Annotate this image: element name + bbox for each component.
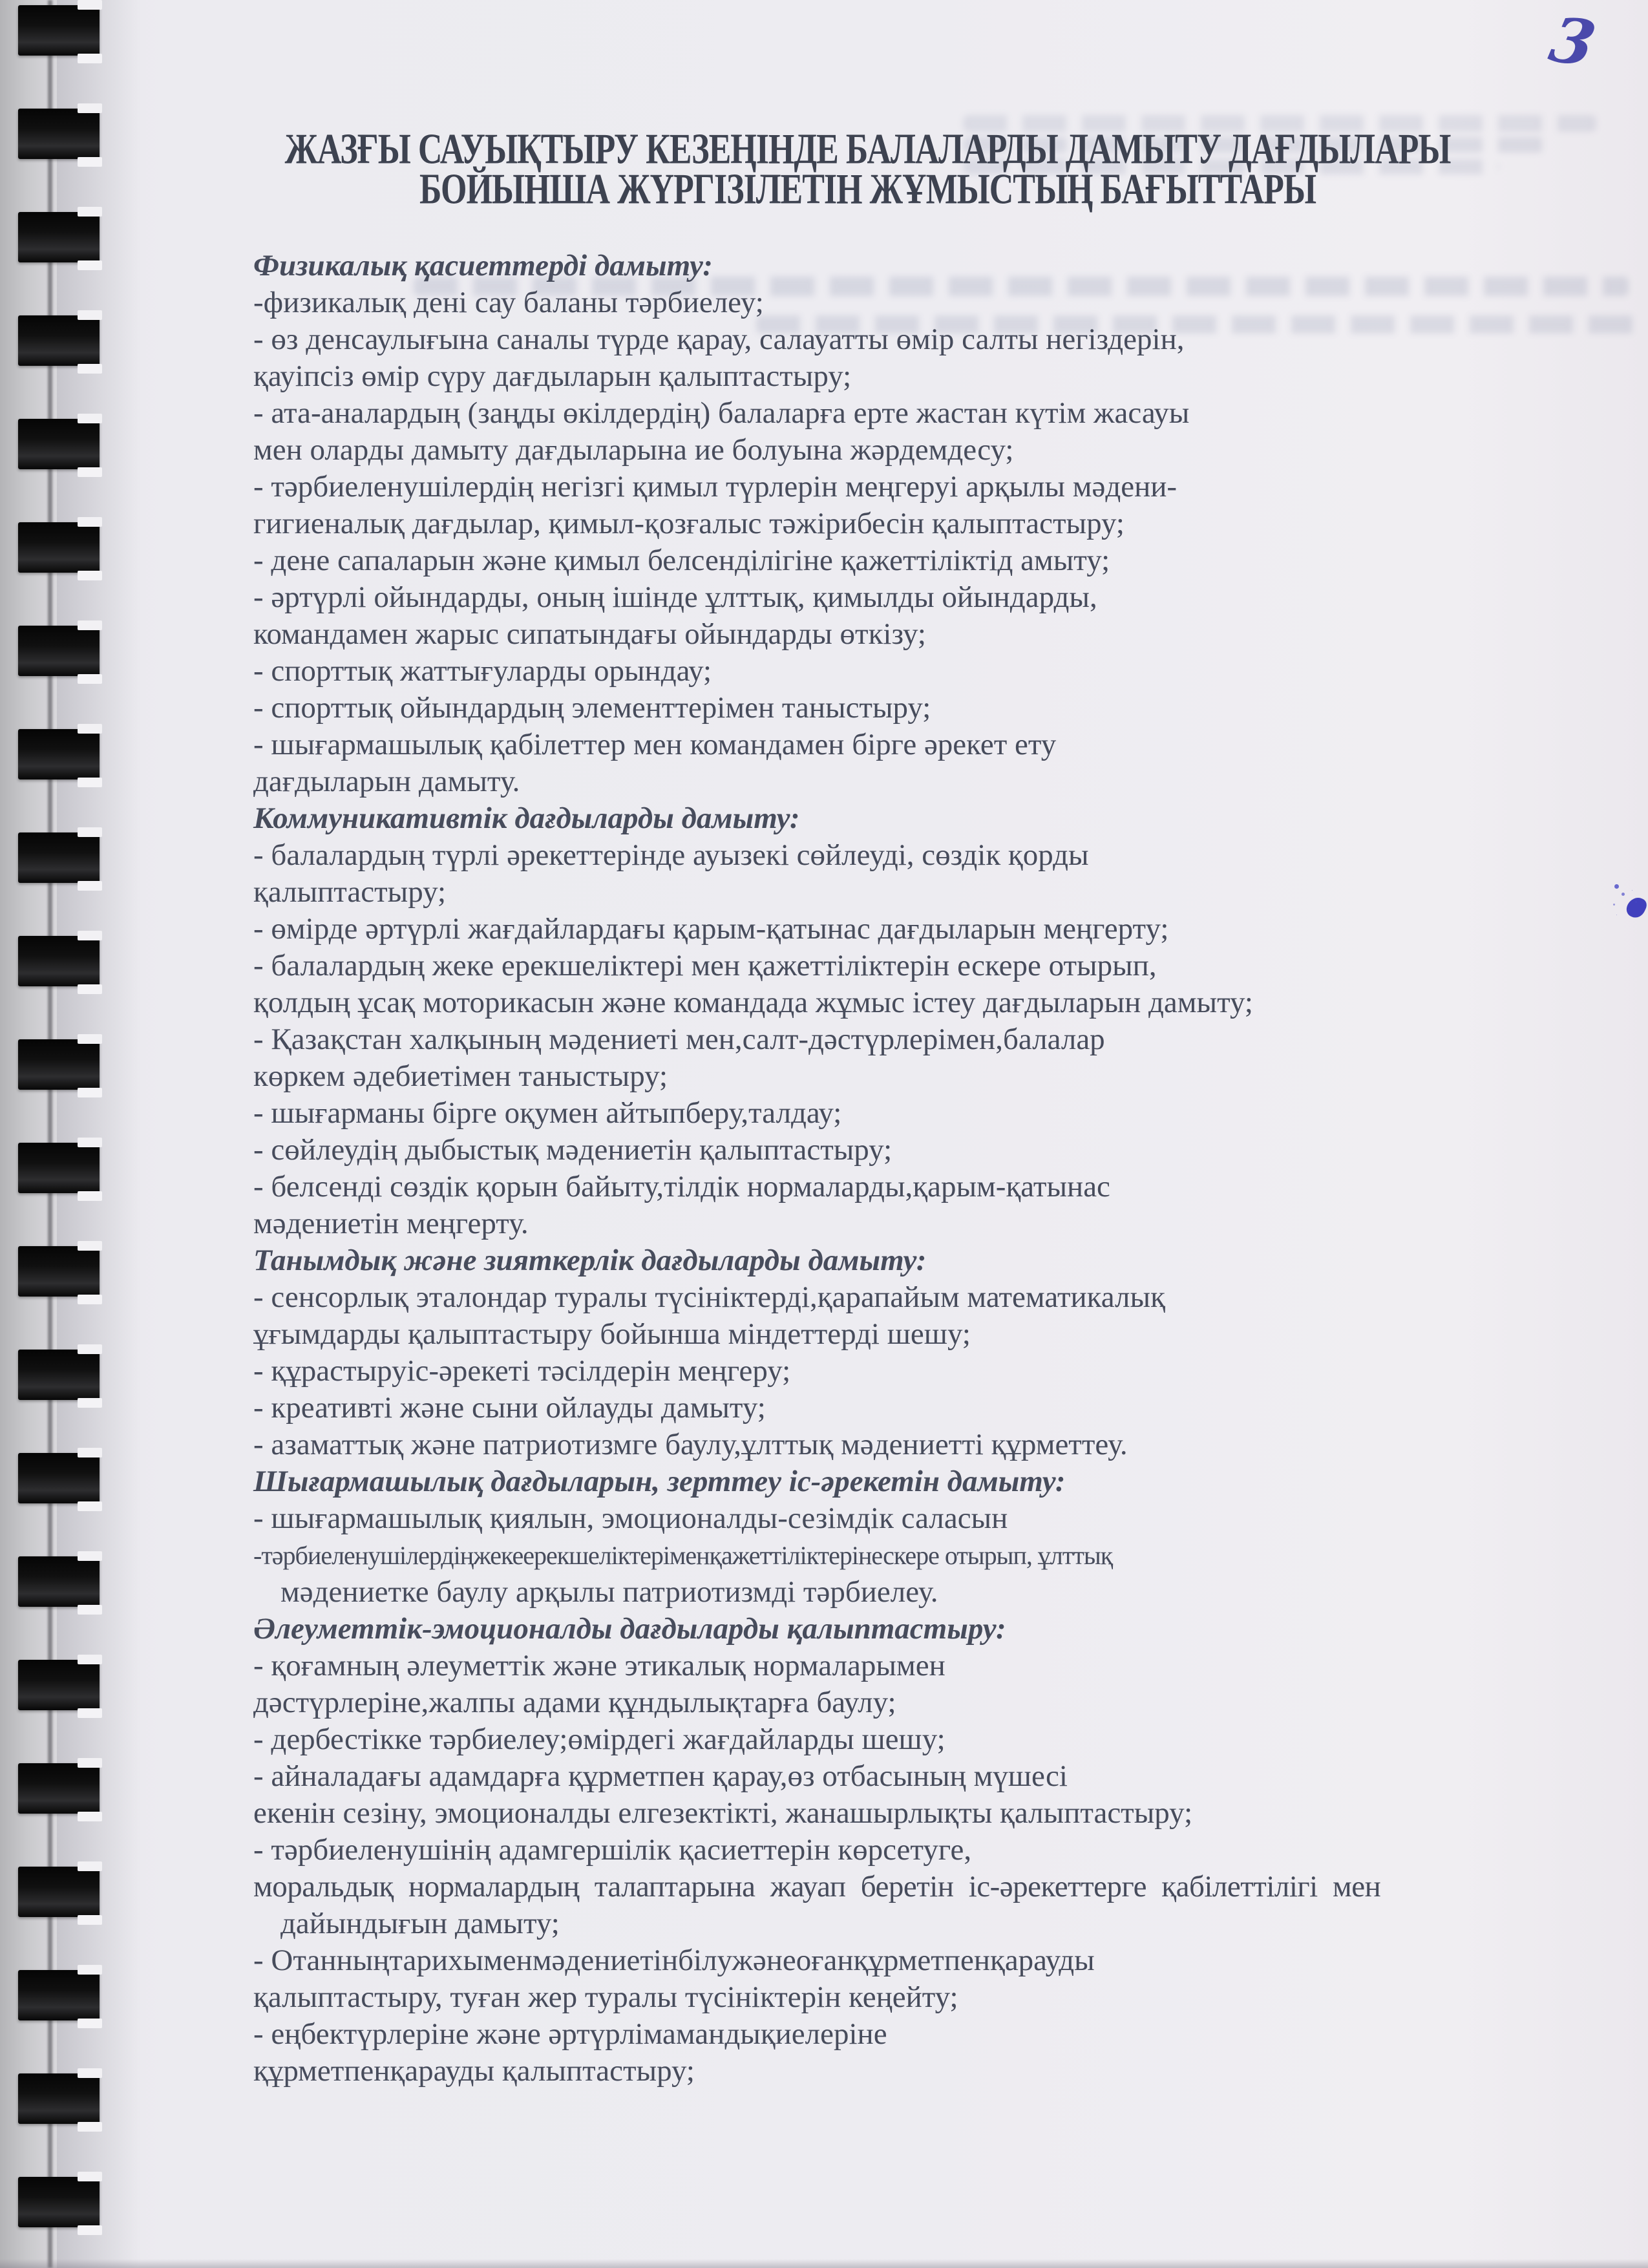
text-line: - балалардың жеке ерекшеліктері мен қажеттіліктерін ескере отырып, bbox=[253, 949, 1157, 982]
text-line: командамен жарыс сипатындағы ойындарды өткізу; bbox=[253, 617, 926, 651]
text-line: - әртүрлі ойындарды, оның ішінде ұлттық, қимылды ойындарды, bbox=[253, 580, 1097, 614]
comb-tooth bbox=[18, 1350, 100, 1400]
text-line: мен оларды дамыту дағдыларына ие болуына жәрдемдесу; bbox=[253, 433, 1014, 467]
text-line: - шығармашылық қиялын, эмоционалды-сезімдік саласын bbox=[253, 1501, 1008, 1535]
text-line: - айналадағы адамдарға құрметпен қарау,өз отбасының мүшесі bbox=[253, 1759, 1068, 1793]
document-title bbox=[252, 126, 1483, 214]
section-heading: Шығармашылық дағдыларын, зерттеу іс-әрекетін дамыту: bbox=[253, 1465, 1066, 1498]
comb-tooth bbox=[18, 1660, 100, 1710]
text-line: қауіпсіз өмір сүру дағдыларын қалыптастыру; bbox=[253, 359, 852, 393]
text-line: - сөйлеудің дыбыстық мәдениетін қалыптастыру; bbox=[253, 1133, 893, 1167]
text-line: - өз денсаулығына саналы түрде қарау, салауатты өмір салты негіздерін, bbox=[253, 323, 1185, 356]
title-line-1: ЖАЗҒЫ САУЫҚТЫРУ КЕЗЕҢІНДЕ БАЛАЛАРДЫ ДАМЫТУ ДАҒДЫЛАРЫ bbox=[284, 126, 1451, 174]
text-line: - сенсорлық эталондар туралы түсініктерді,қарапайым математикалық bbox=[253, 1280, 1165, 1314]
comb-tooth bbox=[18, 1143, 100, 1193]
text-line: қалыптастыру; bbox=[253, 875, 447, 909]
text-line: қолдың ұсақ моторикасын және командада жұмыс істеу дағдыларын дамыту; bbox=[253, 986, 1253, 1019]
text-line: - еңбектүрлеріне және әртүрлімамандықиелеріне bbox=[253, 2017, 887, 2051]
text-line: көркем әдебиетімен таныстыру; bbox=[253, 1059, 668, 1093]
text-line: -физикалық дені сау баланы тәрбиелеу; bbox=[253, 286, 764, 319]
text-line: моральдық нормалардың талаптарына жауап беретін іс-әрекеттерге қабілеттілігі мен bbox=[253, 1870, 1381, 1903]
comb-tooth bbox=[18, 936, 100, 986]
text-line: - ата-аналардың (заңды өкілдердің) балаларға ерте жастан күтім жасауы bbox=[253, 396, 1190, 430]
text-line: дағдыларын дамыту. bbox=[253, 765, 520, 798]
handwritten-page-number: 3 bbox=[1543, 3, 1602, 81]
text-line: - балалардың түрлі әрекеттерінде ауызекі сөйлеуді, сөздік қорды bbox=[253, 838, 1089, 872]
text-line: - Қазақстан халқының мәдениеті мен,салт-дәстүрлерімен,балалар bbox=[253, 1023, 1105, 1056]
comb-tooth bbox=[18, 1246, 100, 1297]
text-line: гигиеналық дағдылар, қимыл-қозғалыс тәжірибесін қалыптастыру; bbox=[253, 507, 1125, 540]
section-heading: Коммуникативтік дағдыларды дамыту: bbox=[253, 801, 800, 835]
section-heading: Әлеуметтік-эмоционалды дағдыларды қалыптастыру: bbox=[253, 1612, 1006, 1646]
document-body bbox=[253, 248, 1489, 2090]
comb-tooth bbox=[18, 2073, 100, 2124]
text-line: мәдениетін меңгерту. bbox=[253, 1207, 529, 1240]
comb-tooth bbox=[18, 522, 100, 573]
comb-tooth bbox=[18, 626, 100, 676]
comb-tooth bbox=[18, 109, 100, 159]
comb-tooth bbox=[18, 1556, 100, 1607]
comb-tooth bbox=[18, 1970, 100, 2020]
text-line: -тәрбиеленушілердіңжекеерекшеліктеріменқажеттіліктерінескере отырып, ұлттық bbox=[253, 1541, 1113, 1570]
comb-tooth bbox=[18, 1453, 100, 1503]
text-line: - дене сапаларын және қимыл белсенділігіне қажеттіліктід амыту; bbox=[253, 544, 1110, 577]
ink-stain bbox=[1613, 884, 1648, 923]
text-line: - дербестікке тәрбиелеу;өмірдегі жағдайларды шешу; bbox=[253, 1722, 945, 1756]
text-line: - өмірде әртүрлі жағдайлардағы қарым-қатынас дағдыларын меңгерту; bbox=[253, 912, 1169, 946]
section-heading: Физикалық қасиеттерді дамыту: bbox=[253, 249, 713, 282]
text-line: қалыптастыру, туған жер туралы түсініктерін кеңейту; bbox=[253, 1980, 958, 2014]
text-line: ұғымдарды қалыптастыру бойынша міндеттерді шешу; bbox=[253, 1317, 971, 1351]
text-line: - шығарманы бірге оқумен айтыпберу,талдау; bbox=[253, 1096, 842, 1130]
section-heading: Танымдық және зияткерлік дағдыларды дамыту: bbox=[253, 1244, 927, 1277]
text-line: - спорттық жаттығуларды орындау; bbox=[253, 654, 712, 688]
text-line: - азаматтық және патриотизмге баулу,ұлттық мәдениетті құрметтеу. bbox=[253, 1428, 1128, 1461]
text-line: - креативті және сыни ойлауды дамыту; bbox=[253, 1391, 766, 1425]
comb-tooth bbox=[18, 1039, 100, 1090]
text-line: - тәрбиеленушілердің негізгі қимыл түрлерін меңгеруі арқылы мәдени- bbox=[253, 470, 1178, 503]
comb-tooth bbox=[18, 729, 100, 779]
comb-tooth bbox=[18, 315, 100, 366]
page-bottom-shadow bbox=[0, 2259, 1648, 2268]
comb-tooth bbox=[18, 419, 100, 469]
text-line: дайындығын дамыту; bbox=[280, 1907, 560, 1940]
text-line: дәстүрлеріне,жалпы адами құндылықтарға баулу; bbox=[253, 1686, 896, 1719]
text-line: мәдениетке баулу арқылы патриотизмді тәрбиелеу. bbox=[280, 1575, 938, 1609]
text-line: - белсенді сөздік қорын байыту,тілдік нормаларды,қарым-қатынас bbox=[253, 1170, 1110, 1203]
comb-tooth bbox=[18, 212, 100, 262]
comb-tooth bbox=[18, 1763, 100, 1814]
text-line: - құрастыруіс-әрекеті тәсілдерін меңгеру; bbox=[253, 1354, 791, 1388]
comb-binding bbox=[0, 0, 142, 2268]
comb-tooth bbox=[18, 5, 100, 56]
comb-tooth bbox=[18, 2177, 100, 2227]
text-line: - спорттық ойындардың элементтерімен таныстыру; bbox=[253, 691, 931, 725]
comb-tooth bbox=[18, 1867, 100, 1917]
text-line: - қоғамның әлеуметтік және этикалық нормаларымен bbox=[253, 1649, 945, 1682]
text-line: - Отанныңтарихыменмәдениетінбілужәнеоғанқұрметпенқарауды bbox=[253, 1944, 1095, 1977]
title-line-2: БОЙЫНША ЖҮРГІЗІЛЕТІН ЖҰМЫСТЫҢ БАҒЫТТАРЫ bbox=[419, 166, 1316, 214]
text-line: екенін сезіну, эмоционалды елгезектікті, жанашырлықты қалыптастыру; bbox=[253, 1796, 1193, 1830]
text-line: - тәрбиеленушінің адамгершілік қасиеттерін көрсетуге, bbox=[253, 1833, 972, 1867]
comb-tooth bbox=[18, 832, 100, 883]
text-line: құрметпенқарауды қалыптастыру; bbox=[253, 2054, 695, 2088]
text-line: - шығармашылық қабілеттер мен командамен бірге әрекет ету bbox=[253, 728, 1057, 761]
